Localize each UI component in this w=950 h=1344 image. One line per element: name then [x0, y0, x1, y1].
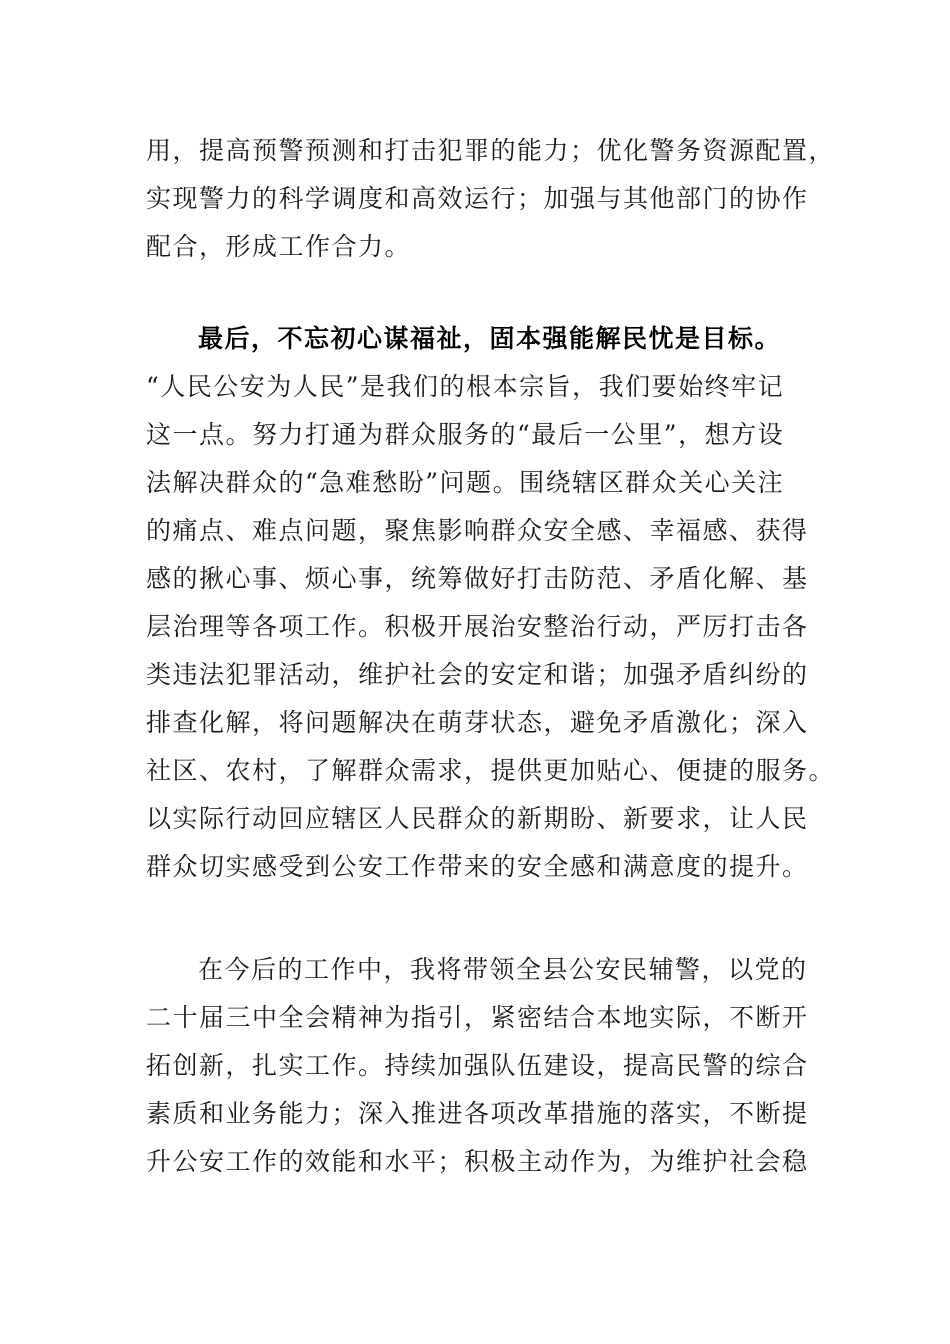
- paragraph-2-line: 社区、农村，了解群众需求，提供更加贴心、便捷的服务。: [146, 756, 836, 785]
- paragraph-2-line: 以实际行动回应辖区人民群众的新期盼、新要求，让人民: [146, 804, 809, 833]
- paragraph-2-line: 法解决群众的“急难愁盼”问题。围绕辖区群众关心关注: [146, 468, 785, 497]
- paragraph-1-line: 配合，形成工作合力。: [146, 232, 412, 261]
- paragraph-2-line: 层治理等各项工作。积极开展治安整治行动，严厉打击各: [146, 612, 809, 641]
- paragraph-3-line: 拓创新，扎实工作。持续加强队伍建设，提高民警的综合: [146, 1051, 809, 1080]
- paragraph-2-line: 排查化解，将问题解决在萌芽状态，避免矛盾激化；深入: [146, 708, 809, 737]
- paragraph-2-line: 类违法犯罪活动，维护社会的安定和谐；加强矛盾纠纷的: [146, 660, 809, 689]
- paragraph-1: [146, 127, 836, 271]
- paragraph-1-line: 实现警力的科学调度和高效运行；加强与其他部门的协作: [146, 184, 809, 213]
- paragraph-3: [146, 946, 809, 1186]
- paragraph-2-line: 这一点。努力打通为群众服务的“最后一公里”，想方设: [146, 420, 785, 449]
- paragraph-2-line: 感的揪心事、烦心事，统筹做好打击防范、矛盾化解、基: [146, 564, 809, 593]
- paragraph-2: [146, 315, 836, 891]
- paragraph-3-line: 二十届三中全会精神为指引，紧密结合本地实际，不断开: [146, 1003, 809, 1032]
- paragraph-2-heading: 最后，不忘初心谋福祉，固本强能解民忧是目标。: [198, 324, 782, 353]
- paragraph-2-line: 群众切实感受到公安工作带来的安全感和满意度的提升。: [146, 852, 809, 881]
- paragraph-2-line: 的痛点、难点问题，聚焦影响群众安全感、幸福感、获得: [146, 516, 809, 545]
- paragraph-3-line: 升公安工作的效能和水平；积极主动作为，为维护社会稳: [146, 1147, 809, 1176]
- paragraph-2-line: “人民公安为人民”是我们的根本宗旨，我们要始终牢记: [146, 372, 785, 401]
- paragraph-3-line: 素质和业务能力；深入推进各项改革措施的落实，不断提: [146, 1099, 809, 1128]
- paragraph-1-line: 用，提高预警预测和打击犯罪的能力；优化警务资源配置，: [146, 136, 836, 165]
- paragraph-3-line: 在今后的工作中，我将带领全县公安民辅警，以党的: [198, 955, 808, 984]
